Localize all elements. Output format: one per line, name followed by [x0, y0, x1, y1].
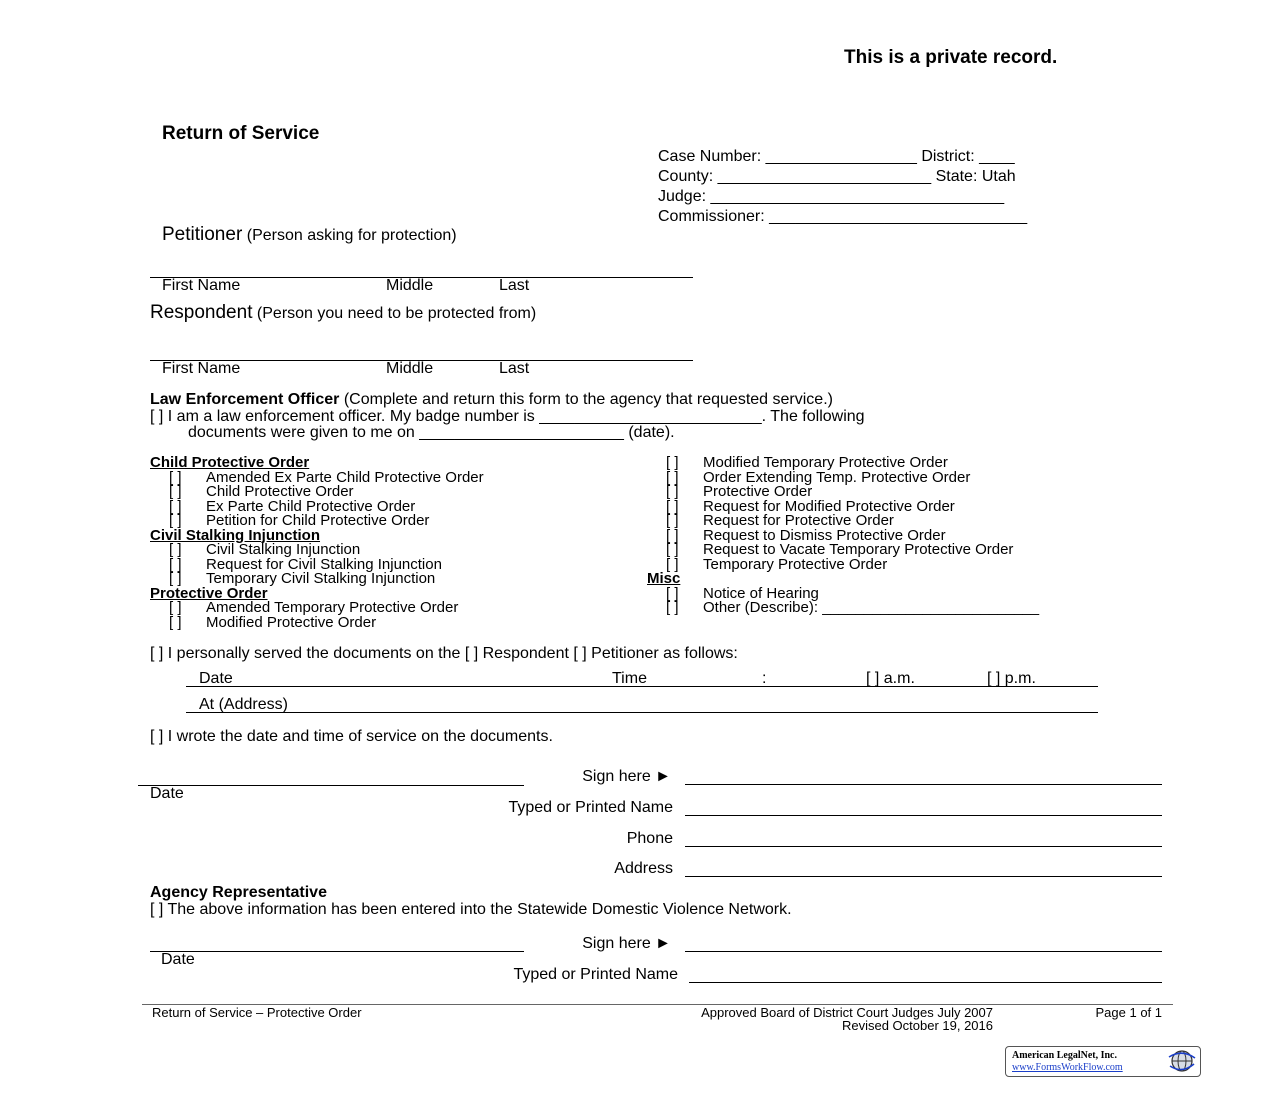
checkbox[interactable]: [ ] [666, 526, 679, 544]
officer-date-line-rule[interactable] [138, 785, 524, 786]
page-title: Return of Service [162, 123, 320, 144]
officer-sign-here-label: Sign here ► [582, 768, 671, 785]
doc-item-label: Temporary Civil Stalking Injunction [206, 570, 436, 587]
petitioner-heading [162, 224, 457, 246]
checkbox[interactable]: [ ] [169, 555, 182, 573]
logo-company-name: American LegalNet, Inc. [1012, 1050, 1117, 1061]
doc-item-label: Ex Parte Child Protective Order [206, 497, 416, 515]
checkbox[interactable]: [ ] [169, 483, 182, 500]
served-date-label: Date [199, 670, 233, 687]
case-number-line[interactable]: Case Number: _________________ District: ____ [658, 148, 1015, 165]
respondent-heading [150, 302, 536, 324]
doc-item-label: Temporary Protective Order [703, 555, 888, 573]
checkbox[interactable]: [ ] [666, 512, 679, 529]
checkbox[interactable]: [ ] [666, 584, 679, 602]
checkbox[interactable]: [ ] [666, 468, 679, 486]
respondent-last-label: Last [499, 360, 530, 377]
petitioner-middle-label: Middle [386, 277, 434, 294]
officer-heading-note: (Complete and return this form to the agency that requested service.) [343, 391, 833, 408]
judge-line[interactable]: Judge: _________________________________ [658, 188, 1005, 205]
doc-item-label: Request to Vacate Temporary Protective Order [703, 541, 1014, 558]
petitioner-last-label: Last [499, 277, 530, 294]
checkbox[interactable]: [ ] [169, 613, 182, 631]
respondent-first-label: First Name [162, 360, 241, 377]
american-legalnet-logo[interactable] [1005, 1046, 1201, 1077]
served-line[interactable]: [ ] I personally served the documents on the [ ] Respondent [ ] Petitioner as follows: [150, 645, 738, 662]
doc-item-label: Order Extending Temp. Protective Order [703, 468, 971, 486]
doc-item-label: Request for Civil Stalking Injunction [206, 555, 442, 573]
commissioner-line[interactable]: Commissioner: _____________________________ [658, 208, 1028, 225]
respondent-label: Respondent [150, 302, 253, 323]
petitioner-note: (Person asking for protection) [246, 227, 457, 244]
officer-phone-label: Phone [626, 830, 673, 847]
officer-heading [150, 391, 833, 409]
respondent-middle-label: Middle [386, 360, 434, 377]
agency-sign-here-label: Sign here ► [582, 935, 671, 952]
doc-section-heading: Misc [647, 570, 681, 587]
officer-signature-line[interactable] [685, 784, 1162, 785]
doc-item-label: Civil Stalking Injunction [206, 541, 361, 558]
doc-item-label: Request for Modified Protective Order [703, 497, 955, 515]
checkbox[interactable]: [ ] [666, 555, 679, 573]
doc-list-right [647, 454, 1040, 616]
private-record-notice: This is a private record. [844, 47, 1058, 68]
petitioner-label: Petitioner [162, 224, 243, 245]
doc-checklist-item[interactable] [647, 599, 1040, 616]
agency-date-line-rule[interactable] [150, 951, 524, 952]
served-time-colon: : [762, 670, 767, 687]
county-line[interactable]: County: ________________________ State: Utah [658, 168, 1016, 185]
agency-signature-line[interactable] [685, 951, 1162, 952]
doc-item-label: Other (Describe): __________________________ [703, 599, 1040, 616]
agency-typed-name-line[interactable] [689, 982, 1162, 983]
globe-icon [1163, 1049, 1197, 1073]
agency-network-line[interactable]: [ ] The above information has been entered into the Statewide Domestic Violence Network. [150, 901, 792, 918]
checkbox[interactable]: [ ] [666, 454, 679, 471]
wrote-date-line[interactable]: [ ] I wrote the date and time of service on the documents. [150, 728, 553, 745]
doc-list-left [150, 454, 484, 631]
officer-date-line[interactable]: documents were given to me on _______________________ (date). [188, 424, 675, 441]
petitioner-first-label: First Name [162, 277, 241, 294]
doc-section-heading: Civil Stalking Injunction [150, 526, 321, 544]
doc-item-label: Modified Temporary Protective Order [703, 454, 948, 471]
doc-item-label: Request to Dismiss Protective Order [703, 526, 946, 544]
checkbox[interactable]: [ ] [666, 483, 679, 500]
respondent-note: (Person you need to be protected from) [256, 305, 537, 322]
footer-form-name: Return of Service – Protective Order [152, 1005, 362, 1020]
footer-page-number: Page 1 of 1 [1095, 1005, 1162, 1020]
doc-item-label: Amended Ex Parte Child Protective Order [206, 468, 484, 486]
agency-date-label: Date [161, 951, 195, 968]
agency-heading: Agency Representative [150, 884, 327, 901]
officer-heading-label: Law Enforcement Officer [150, 391, 340, 408]
served-time-label: Time [612, 670, 647, 687]
doc-item-label: Modified Protective Order [206, 613, 377, 631]
officer-phone-line[interactable] [685, 846, 1162, 847]
doc-item-label: Request for Protective Order [703, 512, 894, 529]
logo-website-link[interactable]: www.FormsWorkFlow.com [1012, 1062, 1123, 1073]
officer-address-label: Address [614, 860, 673, 877]
served-pm-checkbox[interactable]: [ ] p.m. [987, 670, 1036, 687]
doc-item-label: Amended Temporary Protective Order [206, 599, 459, 616]
checkbox[interactable]: [ ] [666, 541, 679, 558]
footer-approved: Approved Board of District Court Judges July 2007 [701, 1005, 993, 1020]
officer-typed-name-line[interactable] [685, 815, 1162, 816]
doc-item-label: Petition for Child Protective Order [206, 512, 430, 529]
served-address-label: At (Address) [199, 696, 288, 713]
checkbox[interactable]: [ ] [169, 599, 182, 616]
footer-revised: Revised October 19, 2016 [841, 1018, 993, 1033]
checkbox[interactable]: [ ] [169, 468, 182, 486]
doc-checklist-item[interactable] [150, 613, 377, 631]
checkbox[interactable]: [ ] [169, 541, 182, 558]
officer-typed-name-label: Typed or Printed Name [508, 799, 673, 816]
served-am-checkbox[interactable]: [ ] a.m. [866, 670, 915, 687]
officer-sign-date-label: Date [150, 785, 184, 802]
officer-badge-line[interactable]: [ ] I am a law enforcement officer. My badge number is _________________________. The following [150, 408, 865, 425]
checkbox[interactable]: [ ] [169, 497, 182, 515]
checkbox[interactable]: [ ] [169, 512, 182, 529]
checkbox[interactable]: [ ] [666, 497, 679, 515]
doc-item-label: Child Protective Order [206, 483, 354, 500]
served-address-line[interactable] [186, 712, 1098, 713]
officer-address-line[interactable] [685, 876, 1162, 877]
doc-section-heading: Child Protective Order [150, 454, 310, 471]
doc-section-heading: Protective Order [150, 584, 268, 602]
checkbox[interactable]: [ ] [169, 570, 182, 587]
agency-typed-name-label: Typed or Printed Name [513, 966, 678, 983]
doc-item-label: Protective Order [703, 483, 813, 500]
checkbox[interactable]: [ ] [666, 599, 679, 616]
doc-item-label: Notice of Hearing [703, 584, 819, 602]
